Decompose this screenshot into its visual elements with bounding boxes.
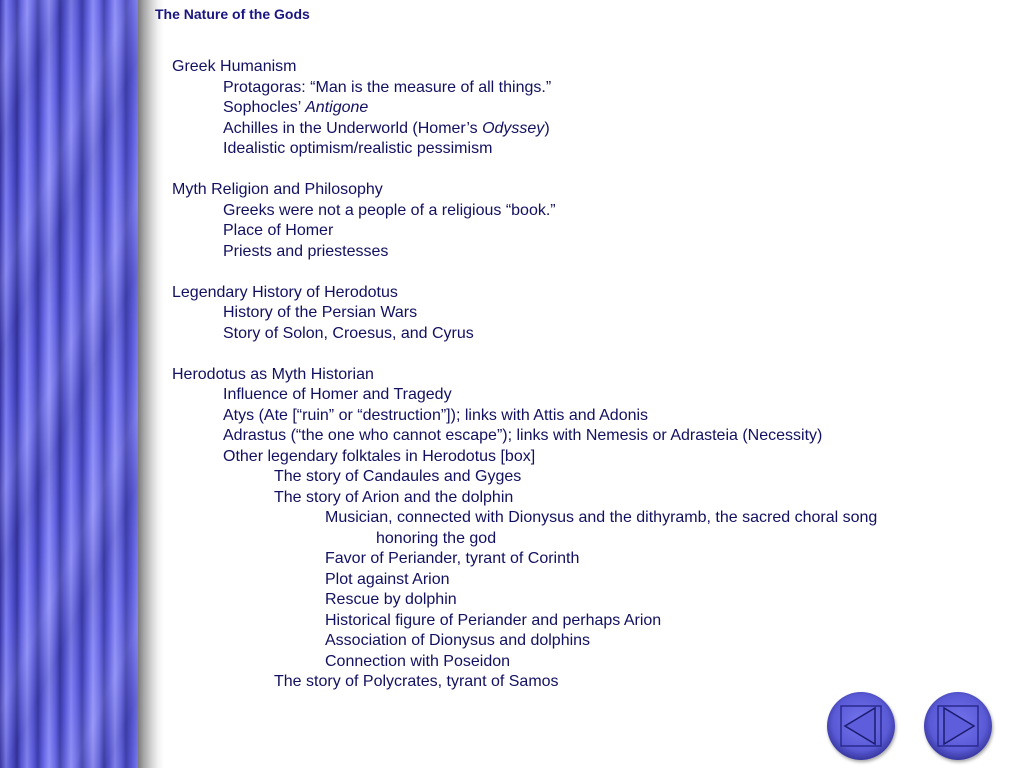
outline-item: Priests and priestesses (223, 242, 389, 260)
outline-item-text: ) (544, 119, 550, 137)
outline-subsubitem: Association of Dionysus and dolphins (325, 632, 591, 649)
outline-subsubitem: Favor of Periander, tyrant of Corinth (325, 550, 580, 567)
section-spacer (172, 344, 992, 365)
outline-item: Other legendary folktales in Herodotus [box] (223, 447, 536, 465)
outline-subsubitem: Musician, connected with Dionysus and the dithyramb, the sacred choral song (325, 509, 878, 526)
outline-item-text: Sophocles’ (223, 99, 306, 116)
section-spacer (172, 262, 992, 283)
side-band-shadow (138, 0, 164, 768)
triangle-right-icon (924, 692, 992, 760)
outline-heading: Legendary History of Herodotus (172, 283, 398, 301)
outline-item: Atys (Ate [“ruin” or “destruction”]); links with Attis and Adonis (223, 406, 649, 424)
work-title: Antigone (305, 99, 369, 116)
section-spacer (172, 160, 992, 181)
triangle-left-icon (827, 692, 895, 760)
outline-subsubitem: Historical figure of Periander and perhaps Arion (325, 611, 662, 629)
outline-subsubitem: Rescue by dolphin (325, 591, 457, 608)
outline-item-text: Achilles in the Underworld (Homer’s (223, 119, 483, 137)
outline-item: Place of Homer (223, 222, 334, 239)
outline-heading: Myth Religion and Philosophy (172, 181, 383, 198)
outline-item (172, 119, 992, 140)
outline (172, 57, 992, 693)
outline-subitem: The story of Candaules and Gyges (274, 468, 522, 485)
previous-slide-button[interactable] (827, 692, 895, 760)
outline-item: Greeks were not a people of a religious “book.” (223, 201, 556, 219)
outline-subitem: The story of Arion and the dolphin (274, 488, 514, 506)
outline-item: Idealistic optimism/realistic pessimism (223, 140, 493, 157)
outline-item: Adrastus (“the one who cannot escape”); links with Nemesis or Adrasteia (Necessity) (223, 427, 823, 444)
outline-subsubitem-continuation: honoring the god (376, 529, 497, 547)
outline-heading: Herodotus as Myth Historian (172, 365, 374, 383)
outline-subsubitem: Connection with Poseidon (325, 652, 511, 670)
outline-item (172, 98, 992, 119)
next-slide-button[interactable] (924, 692, 992, 760)
outline-item: History of the Persian Wars (223, 304, 418, 321)
outline-item: Story of Solon, Croesus, and Cyrus (223, 324, 474, 342)
outline-item: Protagoras: “Man is the measure of all things.” (223, 78, 552, 96)
decorative-side-band (0, 0, 138, 768)
work-title: Odyssey (482, 119, 545, 137)
outline-heading: Greek Humanism (172, 58, 297, 75)
outline-subsubitem: Plot against Arion (325, 570, 450, 588)
outline-subitem: The story of Polycrates, tyrant of Samos (274, 673, 559, 690)
slide-title: The Nature of the Gods (155, 6, 310, 22)
outline-item: Influence of Homer and Tragedy (223, 386, 452, 403)
